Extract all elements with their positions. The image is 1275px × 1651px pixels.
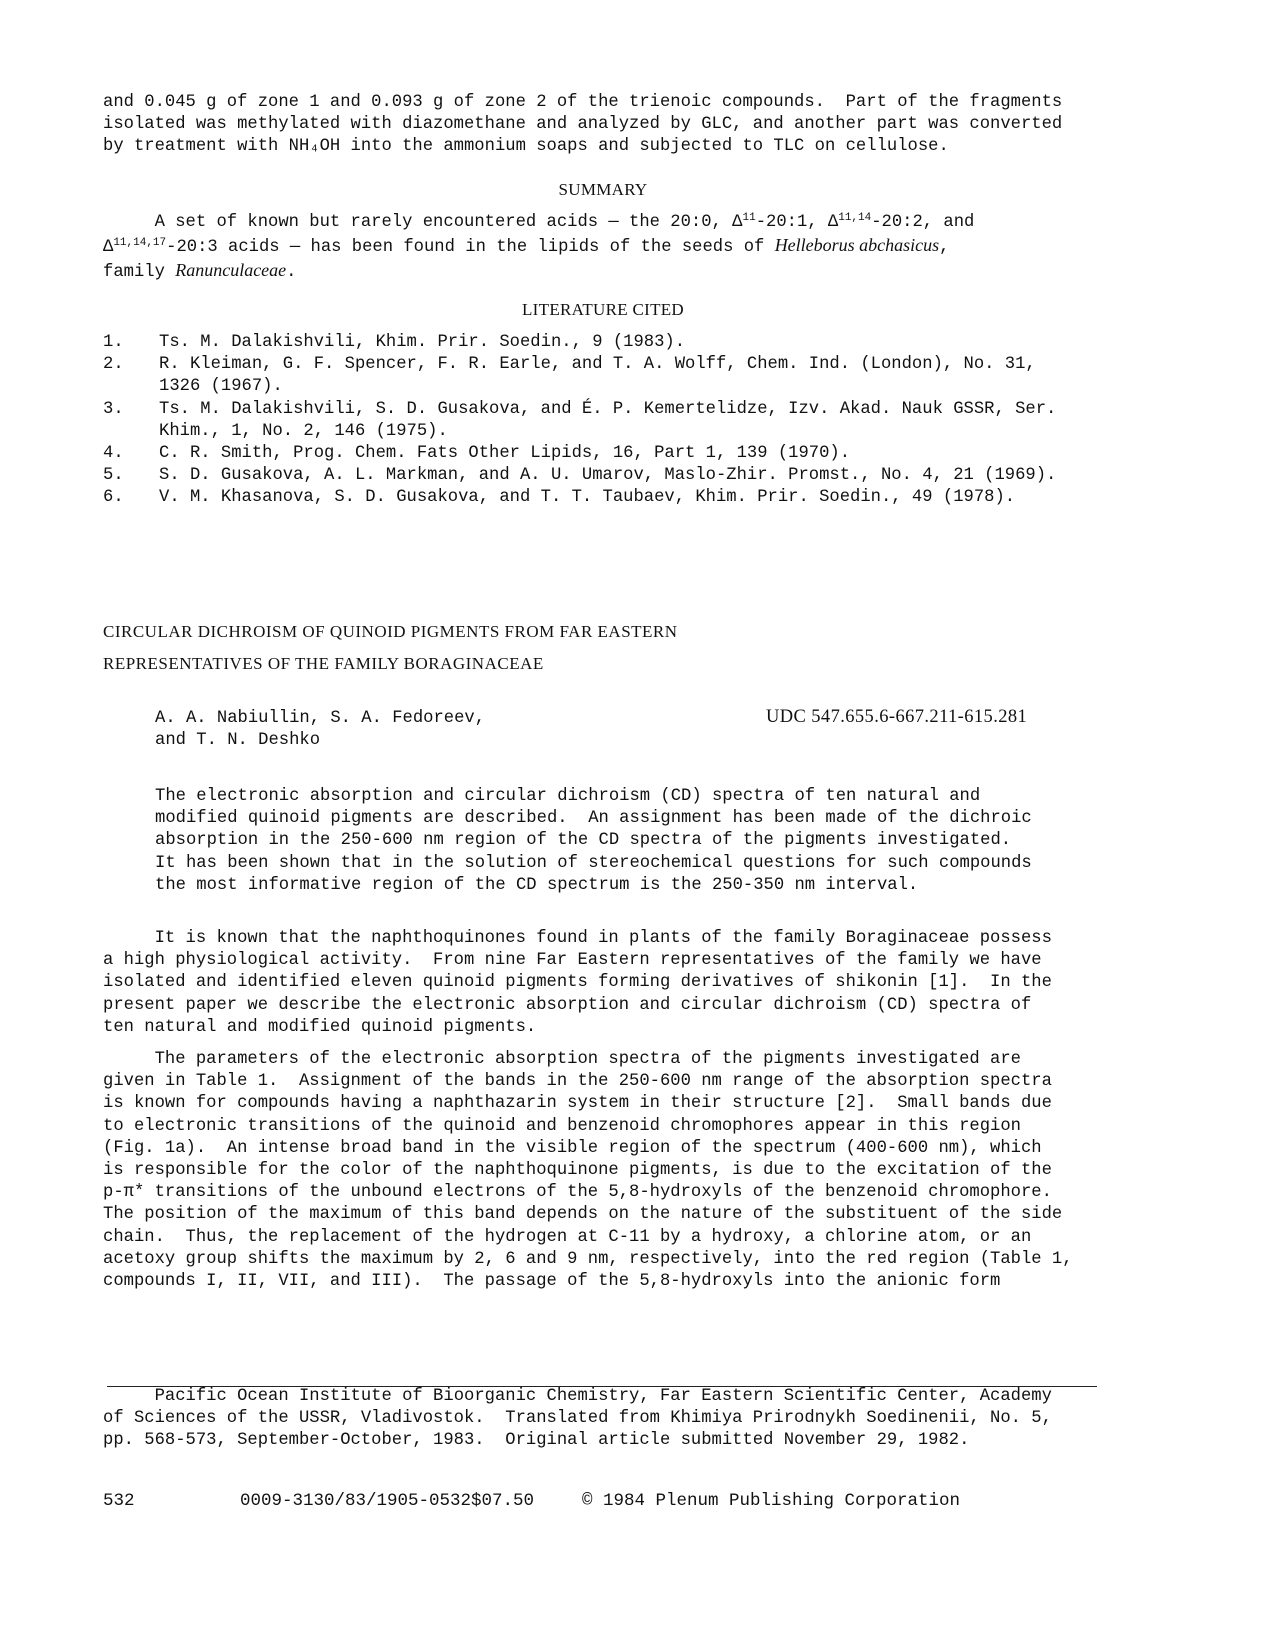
reference-item (103, 354, 1113, 398)
body-line: The position of the maximum of this band depends on the nature of the substituent of the side (103, 1205, 1063, 1225)
summary-line: family Ranunculaceae. (103, 260, 297, 283)
reference-item (103, 443, 1113, 465)
authors-line: and T. N. Deshko (155, 731, 321, 751)
abstract (155, 786, 1115, 897)
article-title-line: REPRESENTATIVES OF THE FAMILY BORAGINACEAE (103, 654, 544, 673)
body-line: is known for compounds having a naphthazarin system in their structure [2]. Small bands due (103, 1094, 1052, 1114)
article-title-line: CIRCULAR DICHROISM OF QUINOID PIGMENTS FROM FAR EASTERN (103, 622, 678, 641)
body-line: acetoxy group shifts the maximum by 2, 6 and 9 nm, respectively, into the red region (Table 1, (103, 1249, 1073, 1269)
body-line: a high physiological activity. From nine Far Eastern representatives of the family we have (103, 951, 1042, 971)
top-paragraph (103, 92, 1113, 159)
summary-line: A set of known but rarely encountered acids — the 20:0, $\Delta^{11}-20:1$, Δ$^{11,14}$-20:2, and (103, 212, 975, 232)
reference-text: V. M. Khasanova, S. D. Gusakova, and T. T. Taubaev, Khim. Prir. Soedin., 49 (1978). (159, 488, 1016, 508)
reference-item (103, 487, 1113, 509)
issn-code: 0009-3130/83/1905-0532$07.50 (240, 1491, 535, 1511)
page-number: 532 (103, 1491, 135, 1511)
summary-heading: SUMMARY (558, 180, 648, 199)
body-line: p-π* transitions of the unbound electrons of the 5,8-hydroxyls of the benzenoid chromophore. (103, 1183, 1052, 1203)
article-title (103, 616, 1103, 680)
copyright-notice: © 1984 Plenum Publishing Corporation (582, 1491, 961, 1511)
reference-number: 5. (103, 466, 124, 486)
body-line: to electronic transitions of the quinoid and benzenoid chromophores appear in this region (103, 1116, 1021, 1136)
reference-number: 6. (103, 488, 124, 508)
reference-item (103, 465, 1113, 487)
reference-number: 3. (103, 399, 124, 419)
body-line: compounds I, II, VII, and III). The passage of the 5,8-hydroxyls into the anionic form (103, 1272, 1001, 1292)
body-line: isolated and identified eleven quinoid pigments forming derivatives of shikonin [1]. In the (103, 973, 1052, 993)
text-line: isolated was methylated with diazomethane and analyzed by GLC, and another part was converted (103, 115, 1063, 135)
reference-text: Khim., 1, No. 2, 146 (1975). (159, 421, 448, 441)
reference-text: C. R. Smith, Prog. Chem. Fats Other Lipids, 16, Part 1, 139 (1970). (159, 444, 851, 464)
body-line: It is known that the naphthoquinones found in plants of the family Boraginaceae possess (103, 929, 1052, 948)
body-line: ten natural and modified quinoid pigments. (103, 1017, 537, 1037)
body-paragraph (103, 1049, 1113, 1293)
reference-list (103, 332, 1113, 510)
reference-item (103, 399, 1113, 443)
body-paragraph (103, 928, 1113, 1039)
abstract-line: It has been shown that in the solution of stereochemical questions for such compounds (155, 853, 1032, 873)
footnote-line: Pacific Ocean Institute of Bioorganic Chemistry, Far Eastern Scientific Center, Academy (103, 1387, 1052, 1406)
abstract-line: The electronic absorption and circular dichroism (CD) spectra of ten natural and (155, 787, 981, 806)
body-line: given in Table 1. Assignment of the bands in the 250-600 nm range of the absorption spectra (103, 1072, 1052, 1092)
body-line: is responsible for the color of the naphthoquinone pigments, is due to the excitation of the (103, 1161, 1052, 1181)
literature-heading: LITERATURE CITED (521, 300, 685, 319)
body-line: (Fig. 1a). An intense broad band in the visible region of the spectrum (400-600 nm), which (103, 1138, 1042, 1158)
udc-code: UDC 547.655.6-667.211-615.281 (766, 707, 1028, 727)
reference-text: 1326 (1967). (159, 377, 283, 397)
reference-text: Ts. M. Dalakishvili, Khim. Prir. Soedin., 9 (1983). (159, 333, 686, 352)
summary-paragraph (103, 212, 1113, 285)
reference-text: S. D. Gusakova, A. L. Markman, and A. U. Umarov, Maslo-Zhir. Promst., No. 4, 21 (1969). (159, 466, 1057, 486)
abstract-line: modified quinoid pigments are described. An assignment has been made of the dichroic (155, 809, 1032, 829)
authors (155, 708, 655, 752)
authors-line: A. A. Nabiullin, S. A. Fedoreev, (155, 709, 486, 728)
text-line: by treatment with NH₄OH into the ammonium soaps and subjected to TLC on cellulose. (103, 137, 949, 157)
abstract-line: absorption in the 250-600 nm region of the CD spectra of the pigments investigated. (155, 831, 1012, 851)
reference-text: Ts. M. Dalakishvili, S. D. Gusakova, and É. P. Kemertelidze, Izv. Akad. Nauk GSSR, Ser. (159, 399, 1057, 419)
footnote-line: of Sciences of the USSR, Vladivostok. Translated from Khimiya Prirodnykh Soedinenii, No. 5, (103, 1409, 1052, 1429)
reference-number: 2. (103, 355, 124, 375)
reference-number: 4. (103, 444, 124, 464)
summary-line: Δ$^{11,14,17}$-20:3 acids — has been found in the lipids of the seeds of Helleborus abchasicus, (103, 235, 950, 258)
text-line: and 0.045 g of zone 1 and 0.093 g of zone 2 of the trienoic compounds. Part of the fragments (103, 93, 1063, 112)
reference-text: R. Kleiman, G. F. Spencer, F. R. Earle, and T. A. Wolff, Chem. Ind. (London), No. 31, (159, 355, 1036, 375)
reference-number: 1. (103, 333, 124, 352)
body-line: present paper we describe the electronic absorption and circular dichroism (CD) spectra of (103, 995, 1032, 1015)
body-line: chain. Thus, the replacement of the hydrogen at C-11 by a hydroxy, a chlorine atom, or an (103, 1227, 1032, 1247)
abstract-line: the most informative region of the CD spectrum is the 250-350 nm interval. (155, 875, 919, 895)
body-line: The parameters of the electronic absorption spectra of the pigments investigated are (103, 1050, 1021, 1069)
reference-item (103, 332, 1113, 354)
footnote (103, 1386, 1113, 1453)
footnote-line: pp. 568-573, September-October, 1983. Original article submitted November 29, 1982. (103, 1431, 970, 1451)
